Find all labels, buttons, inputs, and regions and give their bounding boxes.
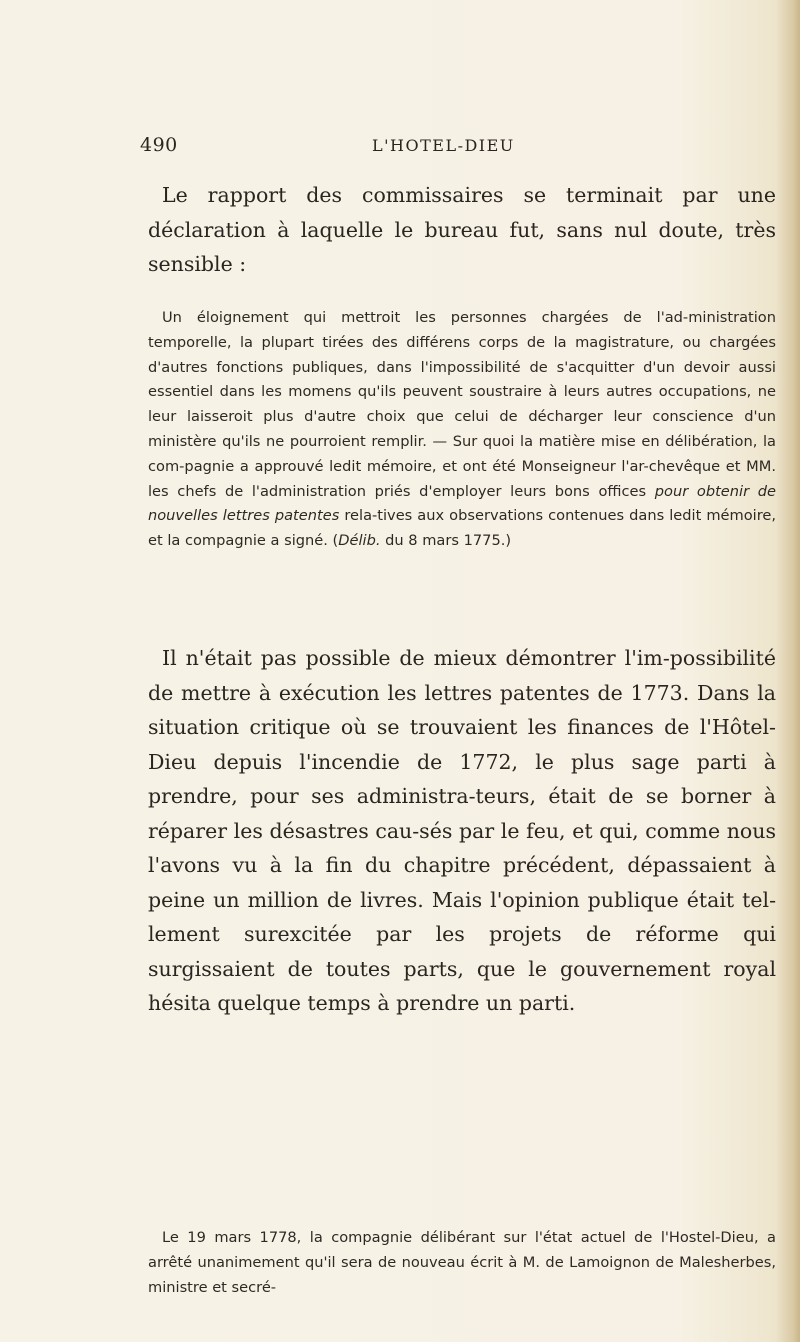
main-paragraph: Il n'était pas possible de mieux démontrer l'im-possibilité de mettre à exécution les lettres patentes de 1773. Dans la situation critique où se trouvaient les finances de l'Hôtel-Dieu depuis l'incendie de 1772, le plus sage parti à prendre, pour ses administra-teurs, était de se borner à réparer les désastres cau-sés par le feu, et qui, comme nous l'avons vu à la fin du chapitre précédent, dépassaient à peine un million de livres. Mais l'opinion publique était tel-lement surexcitée par les projets de réforme qui surgissaient de toutes parts, que le gouvernement royal hésita quelque temps à prendre un parti.: [148, 646, 776, 1015]
quote-italic-phrase: pour obtenir de nouvelles lettres patentes: [148, 482, 776, 525]
quote-text-part3: du 8 mars 1775.): [380, 532, 512, 550]
running-head: [140, 134, 770, 160]
quoted-deliberation-1778: Le 19 mars 1778, la compagnie délibérant sur l'état actuel de l'Hostel-Dieu, a arrêté unanimement qu'il sera de nouveau écrit à M. de Lamoignon de Malesherbes, ministre et secré-: [148, 1229, 776, 1296]
quote-source-abbrev: Délib.: [338, 532, 381, 550]
intro-paragraph: Le rapport des commissaires se terminait par une déclaration à laquelle le bureau fut, sans nul doute, très sensible :: [148, 183, 776, 276]
quote-text-part2: rela-tives aux observations contenues dans ledit mémoire, et la compagnie a signé. (: [148, 507, 777, 550]
quoted-deliberation: [148, 306, 776, 554]
page-number: 490: [140, 134, 178, 156]
running-title: L'HOTEL-DIEU: [372, 136, 515, 155]
page-edge-shadow: [776, 0, 800, 1342]
quote-text-part1: Un éloignement qui mettroit les personnes chargées de l'ad-ministration temporelle, la plupart tirées des différens corps de la magistrature, ou chargées d'autres fonctions publiques, dans l'impossibilité de s'acquitter d'un devoir aussi essentiel dans les momens qu'ils peuvent soustraire à leurs autres occupations, ne leur laisseroit plus d'autre choix que celui de décharger leur conscience d'un ministère qu'ils ne pourroient remplir. — Sur quoi la matière mise en délibération, la com-pagnie a approuvé ledit mémoire, et ont été Monseigneur l'ar-chevêque et MM. les chefs de l'administration priés d'employer leurs bons offices: [148, 309, 776, 500]
